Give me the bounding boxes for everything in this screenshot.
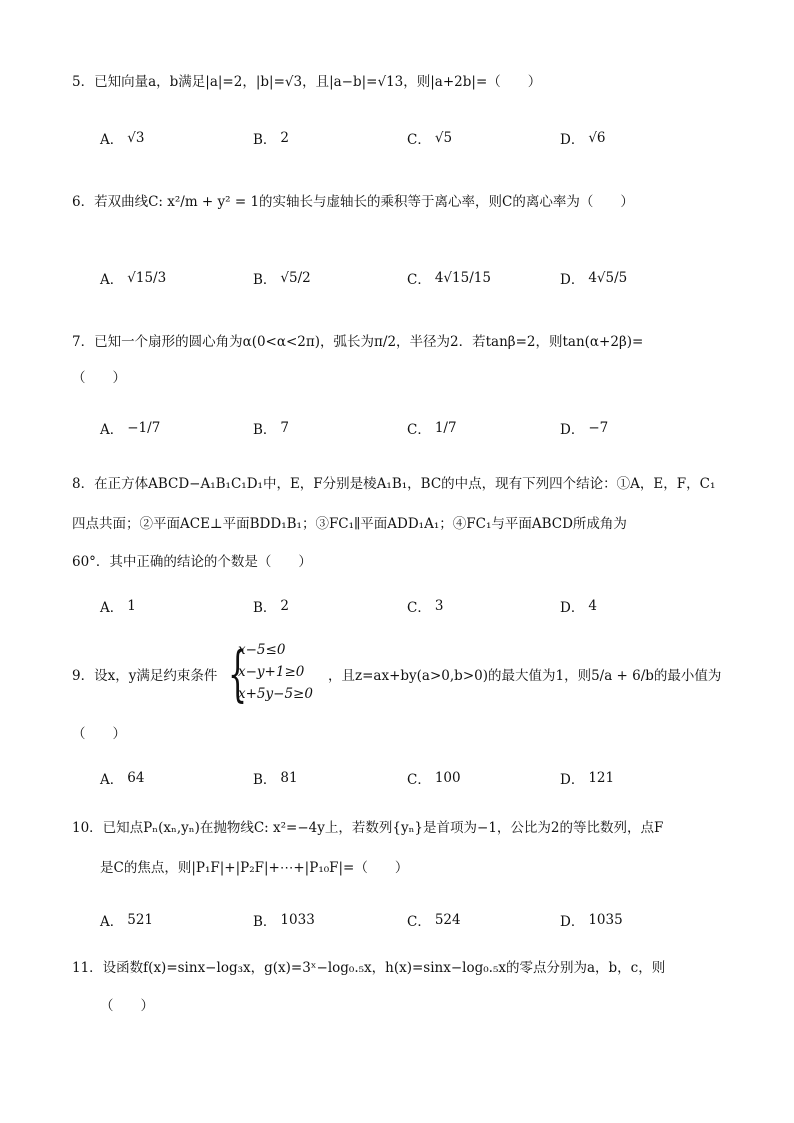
question-6-stem: 6．若双曲线C: x²/m + y² = 1的实轴长与虚轴长的乘积等于离心率，则C的离心率为（ ）	[72, 194, 634, 210]
question-5-stem: 5．已知向量a，b满足|a|=2，|b|=√3，且|a−b|=√13，则|a+2b|=（ ）	[72, 74, 542, 90]
option-a: A． √3	[100, 130, 145, 148]
question-8-stem-line2: 四点共面；②平面ACE⊥平面BDD₁B₁；③FC₁∥平面ADD₁A₁；④FC₁与平面ABCD所成角为	[72, 516, 627, 532]
constraint-3: x+5y−5≥0	[238, 686, 313, 702]
constraint-system	[228, 640, 328, 708]
option-b: B． 2	[253, 130, 290, 148]
question-8-stem: 8．在正方体ABCD−A₁B₁C₁D₁中，E，F分别是棱A₁B₁，BC的中点，现有下列四个结论：①A，E，F，C₁	[72, 476, 716, 492]
question-9-stem-b: ，且z=ax+by(a>0,b>0)的最大值为1，则5/a + 6/b的最小值为	[328, 668, 722, 684]
question-10-stem: 10．已知点Pₙ(xₙ,yₙ)在抛物线C: x²=−4y上，若数列{yₙ}是首项为−1，公比为2的等比数列，点F	[72, 820, 664, 836]
question-6-options: A． √15/3 B． √5/2 C． 4√15/15 D． 4√5/5	[100, 270, 628, 288]
question-10-options: A． 521 B． 1033 C． 524 D． 1035	[100, 912, 623, 930]
option-d: D． √6	[560, 130, 606, 148]
question-9-options: A． 64 B． 81 C． 100 D． 121	[100, 770, 615, 788]
question-7-stem-line2: （ ）	[72, 370, 126, 386]
option-c: C． √5	[407, 130, 453, 148]
question-9-stem-line2: （ ）	[72, 726, 126, 742]
question-9-stem: 9．设x，y满足约束条件	[72, 668, 218, 684]
question-7-options: A． −1/7 B． 7 C． 1/7 D． −7	[100, 420, 609, 438]
question-8-options: A． 1 B． 2 C． 3 D． 4	[100, 598, 597, 616]
question-10-stem-line2: 是C的焦点，则|P₁F|+|P₂F|+⋯+|P₁₀F|=（ ）	[100, 860, 409, 876]
question-7-stem: 7．已知一个扇形的圆心角为α(0<α<2π)，弧长为π/2，半径为2．若tanβ=2，则tan(α+2β)=	[72, 334, 644, 350]
question-11-stem-line2: （ ）	[100, 998, 154, 1014]
question-5-options	[100, 118, 740, 158]
brace-icon: {	[228, 639, 248, 709]
question-11-stem: 11．设函数f(x)=sinx−log₃x，g(x)=3ˣ−log₀.₅x，h(x)=sinx−log₀.₅x的零点分别为a，b，c，则	[72, 960, 666, 976]
question-8-stem-line3: 60°．其中正确的结论的个数是（ ）	[72, 554, 312, 570]
constraint-2: x−y+1≥0	[238, 664, 305, 680]
constraint-1: x−5≤0	[238, 642, 286, 658]
